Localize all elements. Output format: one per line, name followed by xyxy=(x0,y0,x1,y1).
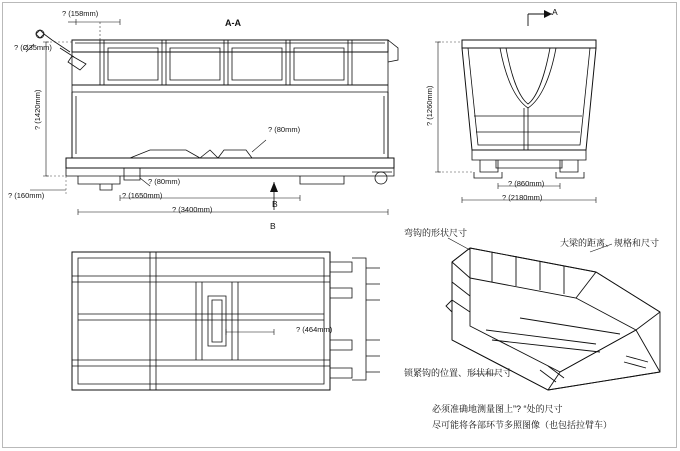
section-mark-b-bottom: B xyxy=(270,221,276,231)
annotation-lock-hook: 锁紧钩的位置、形状和尺寸 xyxy=(404,368,513,378)
dim-plan-width: ? (464mm) xyxy=(296,325,333,334)
section-mark-b-top: B xyxy=(272,199,278,209)
view-title-aa: A-A xyxy=(225,18,241,28)
dim-section-inner: ? (860mm) xyxy=(508,179,545,188)
dim-height-left: ? (1420mm) xyxy=(33,89,42,130)
dim-floor-step: ? (80mm) xyxy=(268,125,301,134)
section-mark-a-right: A xyxy=(552,7,558,17)
dim-bottom-left: ? (160mm) xyxy=(8,191,45,200)
dim-section-height: ? (1260mm) xyxy=(425,85,434,126)
dim-section-outer: ? (2180mm) xyxy=(502,193,543,202)
dim-floor-step-2: ? (80mm) xyxy=(148,177,181,186)
dim-front-top: ? (158mm) xyxy=(62,9,99,18)
dim-hook-dia: ? (Ø35mm) xyxy=(14,43,52,52)
annotation-hook-shape: 弯钩的形状尺寸 xyxy=(404,228,468,238)
dim-inner-length: ? (1650mm) xyxy=(122,191,163,200)
note-line-1: 必须准确地测量图上”? “处的尺寸 xyxy=(432,404,563,414)
dim-total-length: ? (3400mm) xyxy=(172,205,213,214)
annotation-beam-spec: 大梁的距离、规格和尺寸 xyxy=(560,238,660,248)
note-line-2: 尽可能将各部环节多照图像（也包括拉臂车） xyxy=(432,420,613,430)
